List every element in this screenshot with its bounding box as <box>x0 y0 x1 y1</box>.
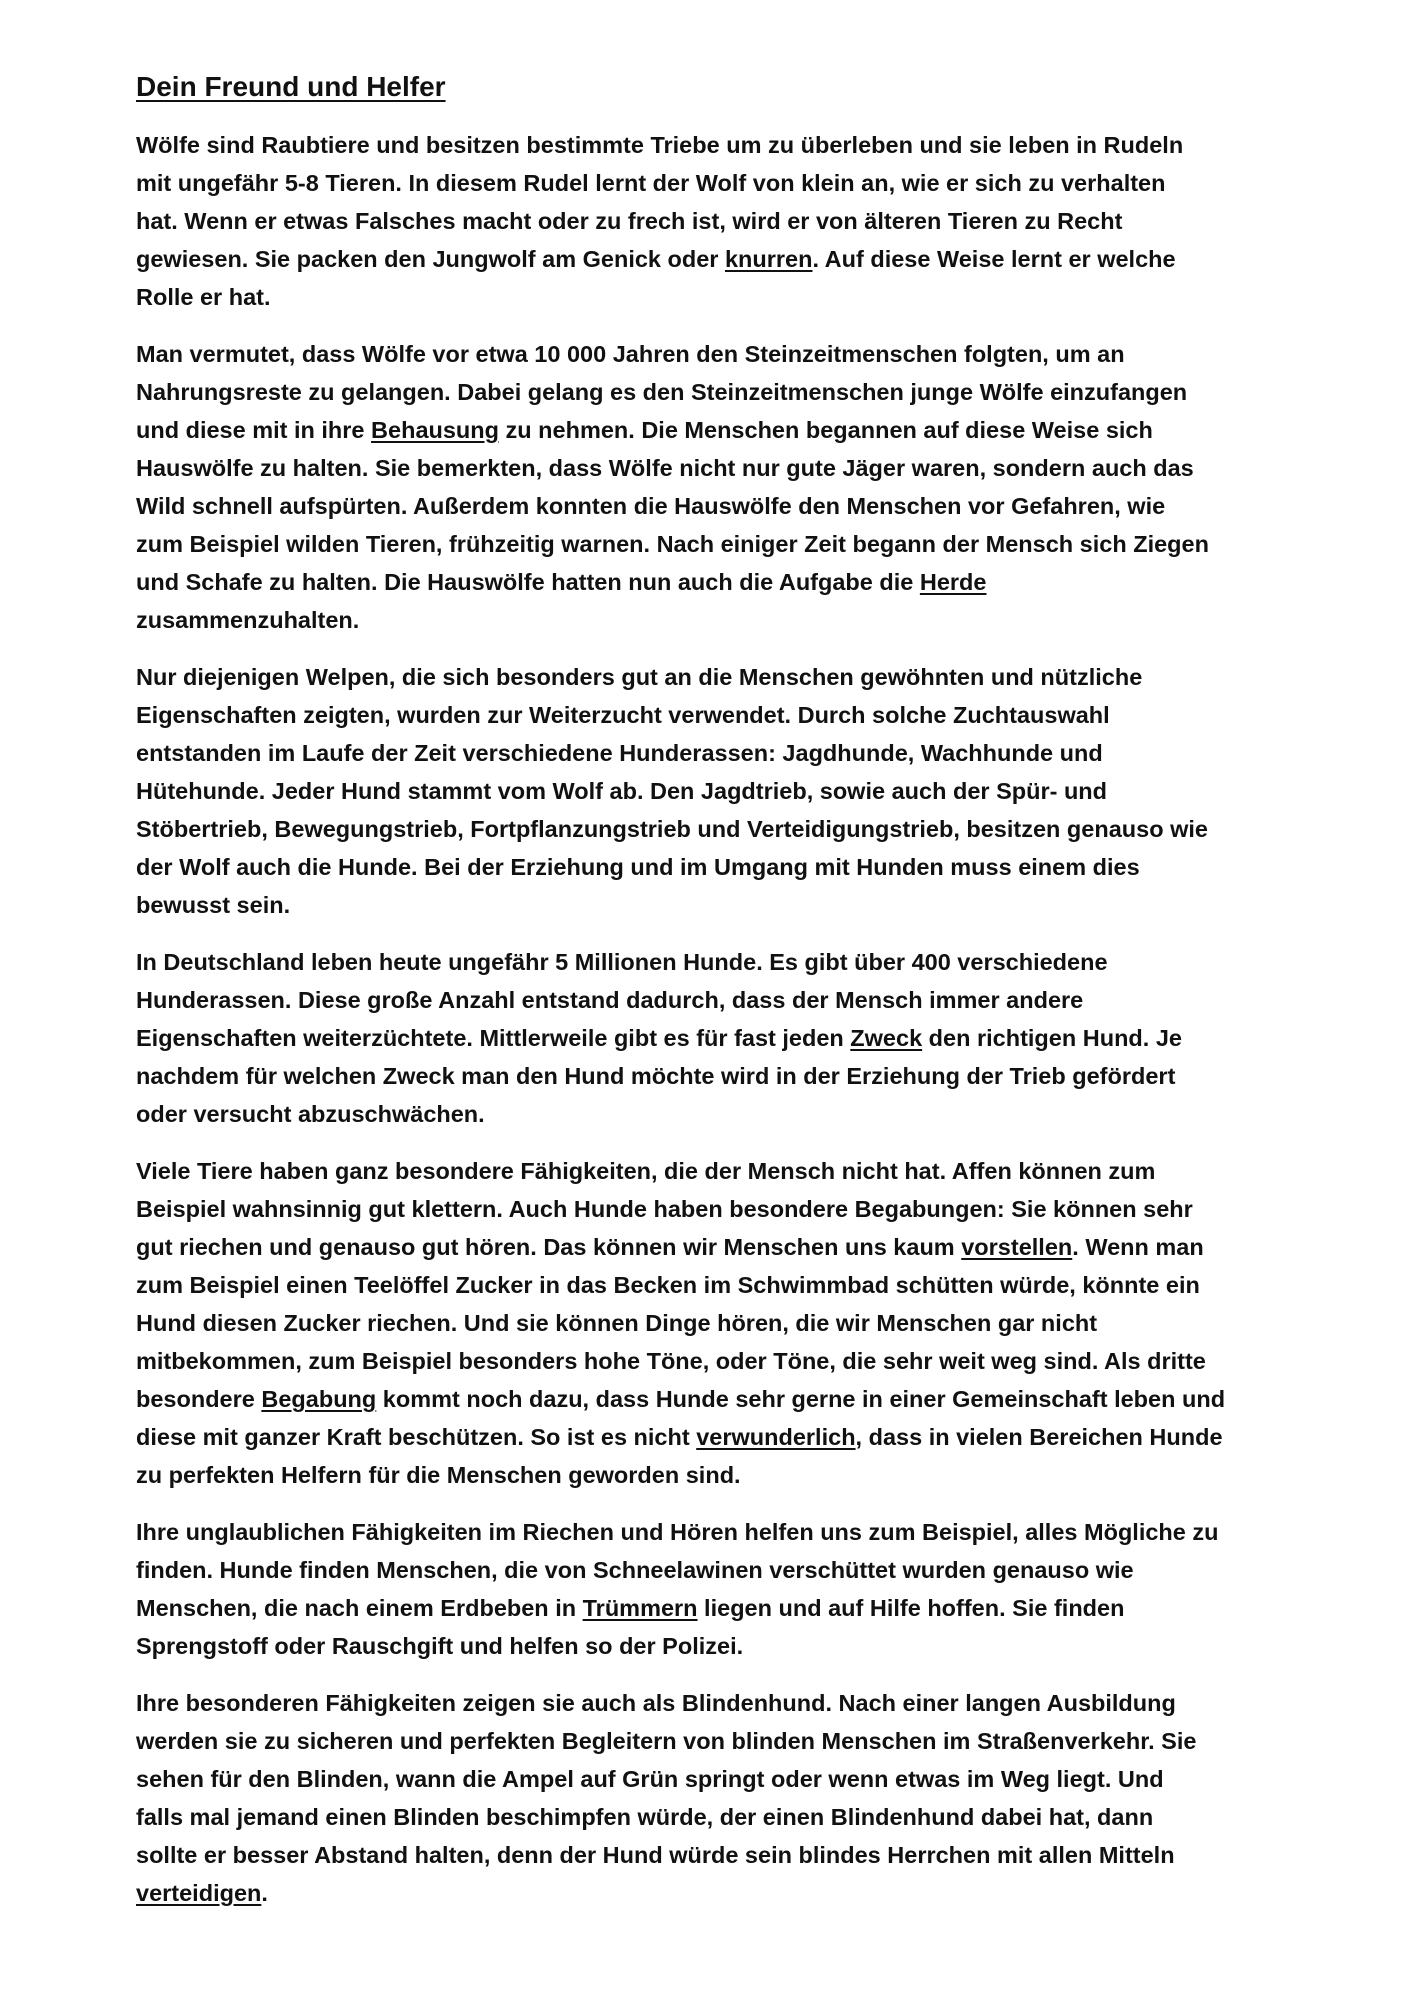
text-line: Hunderassen. Diese große Anzahl entstand dadurch, dass der Mensch immer andere <box>136 987 1084 1013</box>
text-segment: kommt noch dazu, dass Hunde sehr gerne in einer Gemeinschaft leben und <box>376 1386 1226 1412</box>
underlined-word: Zweck <box>850 1025 923 1051</box>
paragraph-abilities <box>136 1152 1316 1494</box>
text-line: sollte er besser Abstand halten, denn der Hund würde sein blindes Herrchen mit allen Mitteln <box>136 1842 1175 1868</box>
text-line: oder versucht abzuschwächen. <box>136 1101 485 1127</box>
text-line: zum Beispiel einen Teelöffel Zucker in das Becken im Schwimmbad schütten würde, könnte ein <box>136 1272 1200 1298</box>
underlined-word: vorstellen <box>961 1234 1073 1260</box>
text-line <box>136 1418 1316 1456</box>
text-line: Man vermutet, dass Wölfe vor etwa 10 000 Jahren den Steinzeitmenschen folgten, um an <box>136 341 1125 367</box>
text-line: Hund diesen Zucker riechen. Und sie können Dinge hören, die wir Menschen gar nicht <box>136 1310 1098 1336</box>
underlined-word: knurren <box>724 246 813 272</box>
text-line: Stöbertrieb, Bewegungstrieb, Fortpflanzungstrieb und Verteidigungstrieb, besitzen genauso wie <box>136 816 1208 842</box>
text-line: entstanden im Laufe der Zeit verschiedene Hunderassen: Jagdhunde, Wachhunde und <box>136 740 1103 766</box>
text-line: der Wolf auch die Hunde. Bei der Erziehung und im Umgang mit Hunden muss einem dies <box>136 854 1140 880</box>
text-line: Hütehunde. Jeder Hund stammt vom Wolf ab. Den Jagdtrieb, sowie auch der Spür- und <box>136 778 1108 804</box>
underlined-word: Behausung <box>371 417 500 443</box>
text-line: Nur diejenigen Welpen, die sich besonders gut an die Menschen gewöhnten und nützliche <box>136 664 1143 690</box>
text-segment: den richtigen Hund. Je <box>922 1025 1182 1051</box>
underlined-word: Begabung <box>261 1386 377 1412</box>
text-segment: diese mit ganzer Kraft beschützen. So ist es nicht <box>136 1424 697 1450</box>
text-line: Rolle er hat. <box>136 284 271 310</box>
document-title: Dein Freund und Helfer <box>136 71 446 102</box>
text-line: Viele Tiere haben ganz besondere Fähigkeiten, die der Mensch nicht hat. Affen können zum <box>136 1158 1156 1184</box>
text-line: falls mal jemand einen Blinden beschimpfen würde, der einen Blindenhund dabei hat, dann <box>136 1804 1154 1830</box>
text-line: Eigenschaften zeigten, wurden zur Weiterzucht verwendet. Durch solche Zuchtauswahl <box>136 702 1110 728</box>
text-line <box>136 1019 1316 1057</box>
paragraph-guide-dogs <box>136 1684 1316 1912</box>
text-segment: Eigenschaften weiterzüchtete. Mittlerweile gibt es für fast jeden <box>136 1025 851 1051</box>
text-line: sehen für den Blinden, wann die Ampel auf Grün springt oder wenn etwas im Weg liegt. Und <box>136 1766 1164 1792</box>
text-line: werden sie zu sicheren und perfekten Begleitern von blinden Menschen im Straßenverkehr. Sie <box>136 1728 1197 1754</box>
text-line: Wild schnell aufspürten. Außerdem konnten die Hauswölfe den Menschen vor Gefahren, wie <box>136 493 1166 519</box>
text-line: In Deutschland leben heute ungefähr 5 Millionen Hunde. Es gibt über 400 verschiedene <box>136 949 1108 975</box>
text-segment: besondere <box>136 1386 262 1412</box>
text-line: mit ungefähr 5-8 Tieren. In diesem Rudel lernt der Wolf von klein an, wie er sich zu verhalten <box>136 170 1166 196</box>
underlined-word: verteidigen <box>136 1880 262 1906</box>
text-segment: Menschen, die nach einem Erdbeben in <box>136 1595 583 1621</box>
text-line <box>136 1874 1316 1912</box>
text-segment: , dass in vielen Bereichen Hunde <box>855 1424 1223 1450</box>
text-line: Sprengstoff oder Rauschgift und helfen so der Polizei. <box>136 1633 744 1659</box>
paragraph-search-dogs <box>136 1513 1316 1665</box>
text-segment: . <box>261 1880 268 1906</box>
text-line: nachdem für welchen Zweck man den Hund möchte wird in der Erziehung der Trieb gefördert <box>136 1063 1176 1089</box>
paragraph-stone-age <box>136 335 1316 639</box>
text-line: Ihre besonderen Fähigkeiten zeigen sie auch als Blindenhund. Nach einer langen Ausbildung <box>136 1690 1176 1716</box>
text-line: zusammenzuhalten. <box>136 607 360 633</box>
text-line <box>136 1380 1316 1418</box>
text-segment: gewiesen. Sie packen den Jungwolf am Genick oder <box>136 246 725 272</box>
text-line: Wölfe sind Raubtiere und besitzen bestimmte Triebe um zu überleben und sie leben in Rudeln <box>136 132 1184 158</box>
paragraph-wolf-pack <box>136 126 1316 316</box>
text-line: zum Beispiel wilden Tieren, frühzeitig warnen. Nach einiger Zeit begann der Mensch sich Ziegen <box>136 531 1209 557</box>
text-line: hat. Wenn er etwas Falsches macht oder zu frech ist, wird er von älteren Tieren zu Recht <box>136 208 1123 234</box>
text-line: finden. Hunde finden Menschen, die von Schneelawinen verschüttet wurden genauso wie <box>136 1557 1134 1583</box>
underlined-word: Herde <box>919 569 987 595</box>
document-page <box>136 66 1316 1931</box>
text-segment: . Wenn man <box>1072 1234 1204 1260</box>
text-line: Hauswölfe zu halten. Sie bemerkten, dass Wölfe nicht nur gute Jäger waren, sondern auch das <box>136 455 1194 481</box>
text-line: mitbekommen, zum Beispiel besonders hohe Töne, oder Töne, die sehr weit weg sind. Als dritte <box>136 1348 1206 1374</box>
paragraph-germany-dogs <box>136 943 1316 1133</box>
text-line: Ihre unglaublichen Fähigkeiten im Riechen und Hören helfen uns zum Beispiel, alles Mögliche zu <box>136 1519 1219 1545</box>
paragraph-breeding <box>136 658 1316 924</box>
text-line: Nahrungsreste zu gelangen. Dabei gelang es den Steinzeitmenschen junge Wölfe einzufangen <box>136 379 1188 405</box>
underlined-word: verwunderlich <box>696 1424 856 1450</box>
text-line <box>136 1589 1316 1627</box>
text-line: zu perfekten Helfern für die Menschen geworden sind. <box>136 1462 741 1488</box>
text-segment: und Schafe zu halten. Die Hauswölfe hatten nun auch die Aufgabe die <box>136 569 920 595</box>
text-line <box>136 563 1316 601</box>
text-segment: zu nehmen. Die Menschen begannen auf diese Weise sich <box>499 417 1153 443</box>
text-line: bewusst sein. <box>136 892 291 918</box>
underlined-word: Trümmern <box>582 1595 698 1621</box>
text-line <box>136 1228 1316 1266</box>
text-line <box>136 240 1316 278</box>
text-segment: . Auf diese Weise lernt er welche <box>812 246 1176 272</box>
text-segment: liegen und auf Hilfe hoffen. Sie finden <box>697 1595 1125 1621</box>
text-segment: gut riechen und genauso gut hören. Das können wir Menschen uns kaum <box>136 1234 962 1260</box>
text-line <box>136 411 1316 449</box>
text-segment: und diese mit in ihre <box>136 417 372 443</box>
text-line: Beispiel wahnsinnig gut klettern. Auch Hunde haben besondere Begabungen: Sie können sehr <box>136 1196 1193 1222</box>
